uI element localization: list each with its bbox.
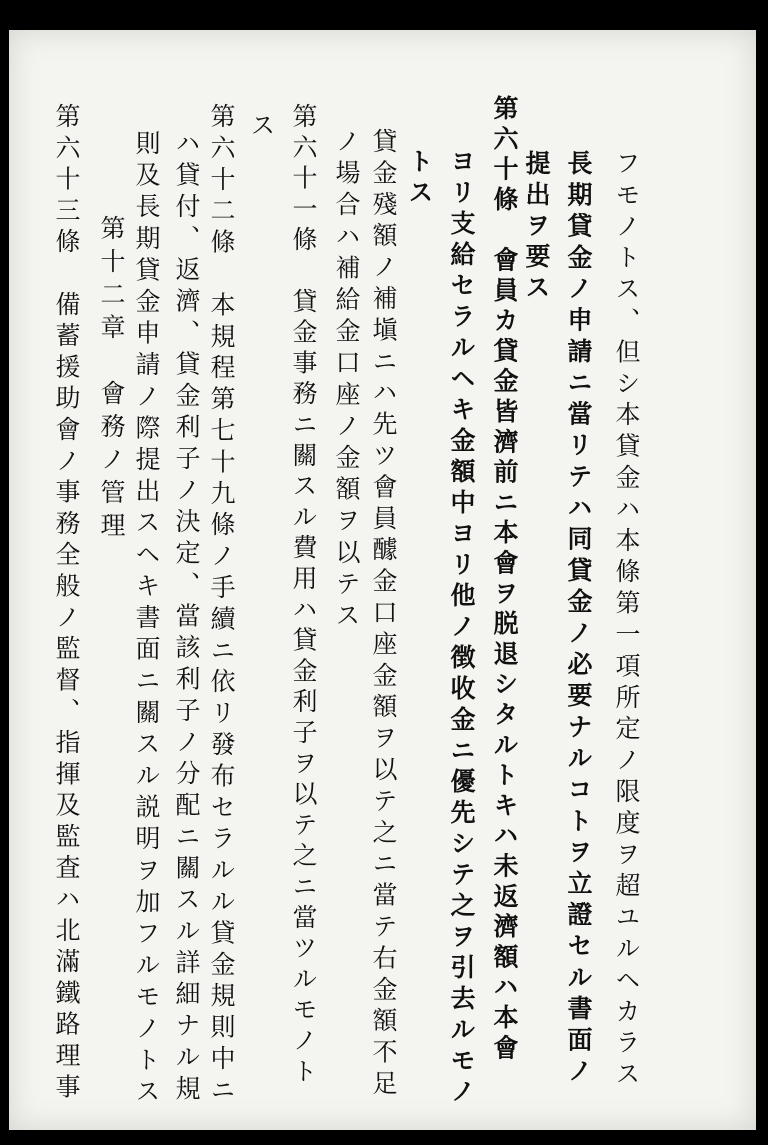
text-column-8: ノ場合ハ補給金口座ノ金額ヲ以テス — [332, 128, 361, 634]
text-column-1: フモノトス、但シ本貸金ハ本條第一項所定ノ限度ヲ超ユルヘカラス — [612, 150, 641, 1092]
text-column-2: 長期貸金ノ申請ニ當リテハ同貸金ノ必要ナルコトヲ立證セル書面ノ — [564, 150, 593, 1089]
text-column-6: トス — [405, 148, 434, 210]
text-column-3: 提出ヲ要ス — [522, 150, 551, 305]
chapter-12-heading: 第十二章 會務ノ管理 — [97, 215, 126, 545]
article-62-heading-column: 第六十二條 本規程第七十九條ノ手續ニ依リ發布セラルル貸金規則中ニ — [207, 103, 236, 1108]
article-61-heading-column: 第六十一條 貸金事務ニ關スル費用ハ貸金利子ヲ以テ之ニ當ツルモノト — [289, 103, 318, 1089]
text-column-7: 貸金殘額ノ補塡ニハ先ツ會員醵金口座金額ヲ以テ之ニ當テ右金額不足 — [369, 128, 398, 1102]
article-60-heading-column: 第六十條 會員カ貸金皆濟前ニ本會ヲ脱退シタルトキハ未返濟額ハ本會 — [490, 95, 519, 1065]
text-column-12: ハ貸付、返濟、貸金利子ノ決定、當該利子ノ分配ニ關スル詳細ナル規 — [172, 130, 201, 1107]
article-63-heading-column: 第六十三條 備蓄援助會ノ事務全般ノ監督、指揮及監査ハ北滿鐵路理事 — [52, 103, 81, 1105]
text-column-10: ス — [247, 112, 276, 143]
text-column-5: ヨリ支給セラルヘキ金額中ヨリ他ノ徴收金ニ優先シテ之ヲ引去ルモノ — [447, 148, 476, 1109]
text-column-13: 則及長期貸金申請ノ際提出スヘキ書面ニ關スル説明ヲ加フルモノトス — [132, 130, 161, 1110]
document-page — [9, 30, 756, 1130]
